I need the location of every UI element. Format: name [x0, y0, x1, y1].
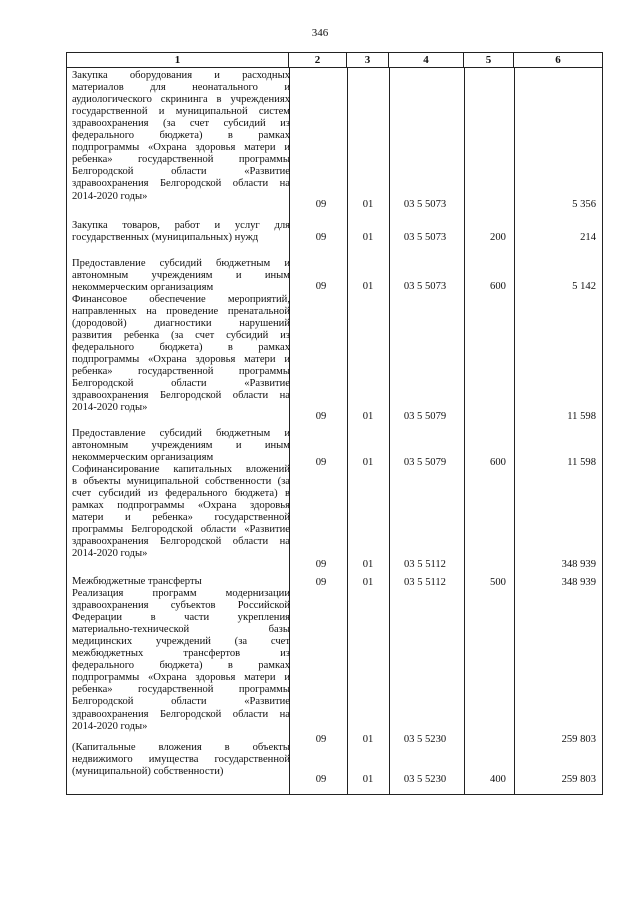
description-line: (муниципальной) собственности): [72, 766, 224, 778]
description-line: Предоставление субсидий бюджетным и: [72, 258, 290, 269]
description-line: Белгородской области «Развитие: [72, 696, 290, 708]
description-line: 2014-2020 годы»: [72, 402, 148, 414]
column-divider: [514, 68, 515, 794]
description-line: здравоохранения Белгородской области на: [72, 178, 290, 190]
description-line: развития ребенка (за счет субсидий из: [72, 330, 290, 342]
description-line: Закупка оборудования и расходных: [72, 70, 290, 81]
amount-cell: 259 803: [561, 734, 596, 745]
razdel-cell: 09: [315, 232, 327, 243]
amount-cell: 5 356: [572, 199, 596, 210]
description-line: здравоохранения субъектов Российской: [72, 600, 290, 612]
description-line: ребенка» государственной программы: [72, 684, 290, 696]
description-line: Финансовое обеспечение мероприятий,: [72, 294, 290, 305]
description-line: Реализация программ модернизации: [72, 588, 290, 599]
description-line: подпрограммы «Охрана здоровья матери и: [72, 354, 290, 366]
description-line: в объекты муниципальной собственности (за: [72, 476, 290, 488]
column-divider: [464, 68, 465, 794]
header-col-4: 4: [389, 53, 464, 67]
description-line: некоммерческим организациям: [72, 282, 214, 294]
target-article-cell: 03 5 5079: [403, 411, 447, 422]
description-line: здравоохранения Белгородской области на: [72, 390, 290, 402]
budget-table: [66, 52, 603, 795]
target-article-cell: 03 5 5112: [404, 559, 446, 570]
description-line: (дородовой) диагностики нарушений: [72, 318, 290, 330]
description-line: счет субсидий из федерального бюджета) в: [72, 488, 290, 500]
description-line: Федерации в части укрепления: [72, 612, 290, 624]
description-line: 2014-2020 годы»: [72, 190, 148, 202]
description-line: матери и ребенка» государственной: [72, 512, 290, 524]
description-line: автономным учреждениям и иным: [72, 270, 290, 282]
razdel-cell: 09: [315, 734, 327, 745]
amount-cell: 214: [580, 232, 596, 243]
podrazdel-cell: 01: [362, 411, 374, 422]
podrazdel-cell: 01: [362, 734, 374, 745]
header-col-5: 5: [464, 53, 514, 67]
podrazdel-cell: 01: [362, 774, 374, 785]
description-line: здравоохранения (за счет субсидий из: [72, 118, 290, 130]
header-col-3: 3: [347, 53, 389, 67]
amount-cell: 348 939: [561, 559, 596, 570]
description-line: Предоставление субсидий бюджетным и: [72, 428, 290, 439]
target-article-cell: 03 5 5230: [403, 774, 447, 785]
amount-cell: 5 142: [572, 281, 596, 292]
target-article-cell: 03 5 5230: [403, 734, 447, 745]
description-line: материально-технической базы: [72, 624, 290, 636]
expense-type-cell: 200: [490, 232, 506, 243]
description-line: программы Белгородской области «Развитие: [72, 524, 290, 536]
description-line: здравоохранения Белгородской области на: [72, 536, 290, 548]
description-line: государственных (муниципальных) нужд: [72, 232, 259, 244]
description-line: медицинских учреждений (за счет: [72, 636, 290, 648]
description-line: 2014-2020 годы»: [72, 720, 148, 732]
description-line: недвижимого имущества государственной: [72, 754, 290, 766]
target-article-cell: 03 5 5073: [403, 281, 447, 292]
column-divider: [347, 68, 348, 794]
description-line: Межбюджетные трансферты: [72, 576, 202, 587]
razdel-cell: 09: [315, 281, 327, 292]
description-line: (Капитальные вложения в объекты: [72, 742, 290, 753]
description-line: 2014-2020 годы»: [72, 548, 148, 560]
target-article-cell: 03 5 5112: [404, 577, 446, 588]
podrazdel-cell: 01: [362, 577, 374, 588]
description-line: Белгородской области «Развитие: [72, 378, 290, 390]
description-line: межбюджетных трансфертов из: [72, 648, 290, 660]
expense-type-cell: 600: [490, 457, 506, 468]
target-article-cell: 03 5 5073: [403, 232, 447, 243]
description-line: аудиологического скрининга в учреждениях: [72, 94, 290, 106]
expense-type-cell: 400: [490, 774, 506, 785]
table-body: [67, 68, 602, 794]
header-col-2: 2: [289, 53, 347, 67]
description-line: подпрограммы «Охрана здоровья матери и: [72, 672, 290, 684]
podrazdel-cell: 01: [362, 281, 374, 292]
page-number: 346: [311, 27, 329, 39]
description-line: здравоохранения Белгородской области на: [72, 708, 290, 720]
table-header-row: [67, 53, 602, 68]
razdel-cell: 09: [315, 577, 327, 588]
amount-cell: 348 939: [561, 577, 596, 588]
podrazdel-cell: 01: [362, 457, 374, 468]
amount-cell: 11 598: [567, 457, 596, 468]
description-line: рамках подпрограммы «Охрана здоровья: [72, 500, 290, 512]
description-line: Закупка товаров, работ и услуг для: [72, 220, 290, 231]
description-line: материалов для неонатального и: [72, 82, 290, 94]
description-line: некоммерческим организациям: [72, 452, 214, 464]
expense-type-cell: 600: [490, 281, 506, 292]
description-line: федерального бюджета) в рамках: [72, 342, 290, 354]
razdel-cell: 09: [315, 411, 327, 422]
razdel-cell: 09: [315, 774, 327, 785]
razdel-cell: 09: [315, 199, 327, 210]
target-article-cell: 03 5 5073: [403, 199, 447, 210]
target-article-cell: 03 5 5079: [403, 457, 447, 468]
podrazdel-cell: 01: [362, 559, 374, 570]
description-line: государственной и муниципальной систем: [72, 106, 290, 118]
header-col-1: 1: [67, 53, 289, 67]
description-line: ребенка» государственной программы: [72, 154, 290, 166]
amount-cell: 11 598: [567, 411, 596, 422]
description-line: федерального бюджета) в рамках: [72, 130, 290, 142]
razdel-cell: 09: [315, 457, 327, 468]
razdel-cell: 09: [315, 559, 327, 570]
description-line: подпрограммы «Охрана здоровья матери и: [72, 142, 290, 154]
header-col-6: 6: [555, 54, 561, 66]
podrazdel-cell: 01: [362, 232, 374, 243]
description-line: направленных на проведение пренатальной: [72, 306, 290, 318]
description-line: автономным учреждениям и иным: [72, 440, 290, 452]
description-line: ребенка» государственной программы: [72, 366, 290, 378]
description-line: Софинансирование капитальных вложений: [72, 464, 290, 475]
description-line: Белгородской области «Развитие: [72, 166, 290, 178]
expense-type-cell: 500: [490, 577, 506, 588]
description-line: федерального бюджета) в рамках: [72, 660, 290, 672]
podrazdel-cell: 01: [362, 199, 374, 210]
amount-cell: 259 803: [561, 774, 596, 785]
column-divider: [389, 68, 390, 794]
